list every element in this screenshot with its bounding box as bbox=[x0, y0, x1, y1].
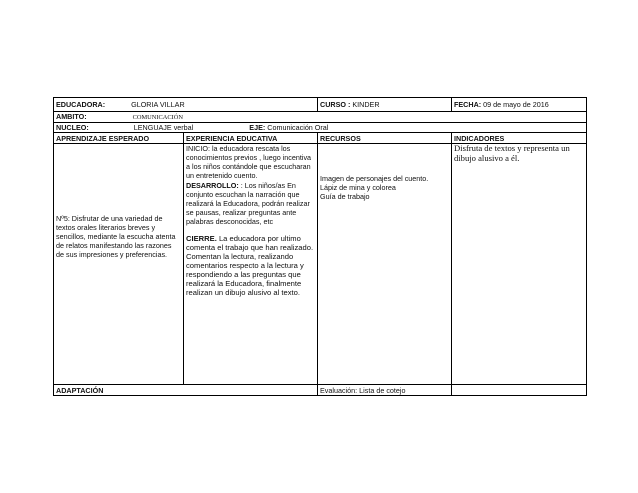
curso-cell bbox=[318, 98, 452, 112]
footer-empty-cell bbox=[452, 385, 587, 396]
ambito-cell bbox=[54, 112, 587, 123]
row-ambito bbox=[54, 112, 587, 123]
row-content bbox=[54, 144, 587, 385]
educadora-value: GLORIA VILLAR bbox=[131, 100, 185, 109]
indicadores-text: Disfruta de textos y representa un dibujo alusivo a él. bbox=[454, 143, 570, 163]
educadora-label: EDUCADORA: bbox=[56, 100, 106, 109]
cierre-block bbox=[186, 235, 315, 298]
ambito-label: AMBITO: bbox=[56, 112, 87, 121]
cierre-text: La educadora por ultimo comenta el trabajo que han realizado. Comentan la lectura, realizando comentarios respecto a la lectura y respondiendo a las preguntas que realizará la Educadora, finalmente realizan un dibujo alusivo al texto. bbox=[186, 234, 314, 297]
desarrollo-label: DESARROLLO: bbox=[186, 181, 239, 190]
curso-value: KINDER bbox=[352, 100, 380, 109]
nucleo-label: NUCLEO: bbox=[56, 123, 89, 132]
ambito-value: COMUNICACIÓN bbox=[132, 114, 184, 121]
recurso-item: Guía de trabajo bbox=[320, 192, 370, 201]
nucleo-cell bbox=[54, 123, 587, 133]
curso-label: CURSO : bbox=[320, 100, 351, 109]
row-nucleo bbox=[54, 123, 587, 133]
adaptacion-cell: ADAPTACIÓN bbox=[54, 385, 318, 396]
recursos-cell bbox=[318, 144, 452, 385]
recurso-item: Lápiz de mina y colorea bbox=[320, 183, 396, 192]
col-header-experiencia: EXPERIENCIA EDUCATIVA bbox=[184, 133, 318, 144]
fecha-cell bbox=[452, 98, 587, 112]
indicadores-cell bbox=[452, 144, 587, 385]
recursos-list bbox=[320, 174, 449, 201]
row-column-headers bbox=[54, 133, 587, 144]
aprendizaje-text: Nº5: Disfrutar de una variedad de textos orales literarios breves y sencillos, mediante la escucha atenta de relatos manifestando las razones de sus impresiones y preferencias. bbox=[56, 214, 176, 259]
nucleo-value: LENGUAJE verbal bbox=[133, 123, 194, 132]
fecha-value: 09 de mayo de 2016 bbox=[483, 100, 549, 109]
planning-table bbox=[53, 97, 587, 396]
recurso-item: Imagen de personajes del cuento. bbox=[320, 174, 429, 183]
experiencia-cell bbox=[184, 144, 318, 385]
col-header-indicadores: INDICADORES bbox=[452, 133, 587, 144]
row-educadora bbox=[54, 98, 587, 112]
educadora-cell bbox=[54, 98, 318, 112]
eje-label: EJE: bbox=[249, 123, 266, 132]
col-header-recursos: RECURSOS bbox=[318, 133, 452, 144]
col-header-aprendizaje: APRENDIZAJE ESPERADO bbox=[54, 133, 184, 144]
inicio-text: INICIO: la educadora rescata los conocimientos previos , luego incentiva a los niños contándole que escucharan un entretenido cuento. bbox=[186, 144, 312, 180]
desarrollo-block bbox=[186, 181, 315, 226]
cierre-label: CIERRE. bbox=[186, 234, 217, 243]
evaluacion-cell: Evaluación: Lista de cotejo bbox=[318, 385, 452, 396]
eje-value: Comunicación Oral bbox=[267, 123, 329, 132]
row-footer bbox=[54, 385, 587, 396]
desarrollo-text: : Los niños/as En conjunto escuchan la narración que realizará la Educadora, podrán realizar se pausas, realizar preguntas ante palabras desconocidas, etc bbox=[186, 181, 310, 226]
fecha-label: FECHA: bbox=[454, 100, 482, 109]
aprendizaje-cell bbox=[54, 144, 184, 385]
